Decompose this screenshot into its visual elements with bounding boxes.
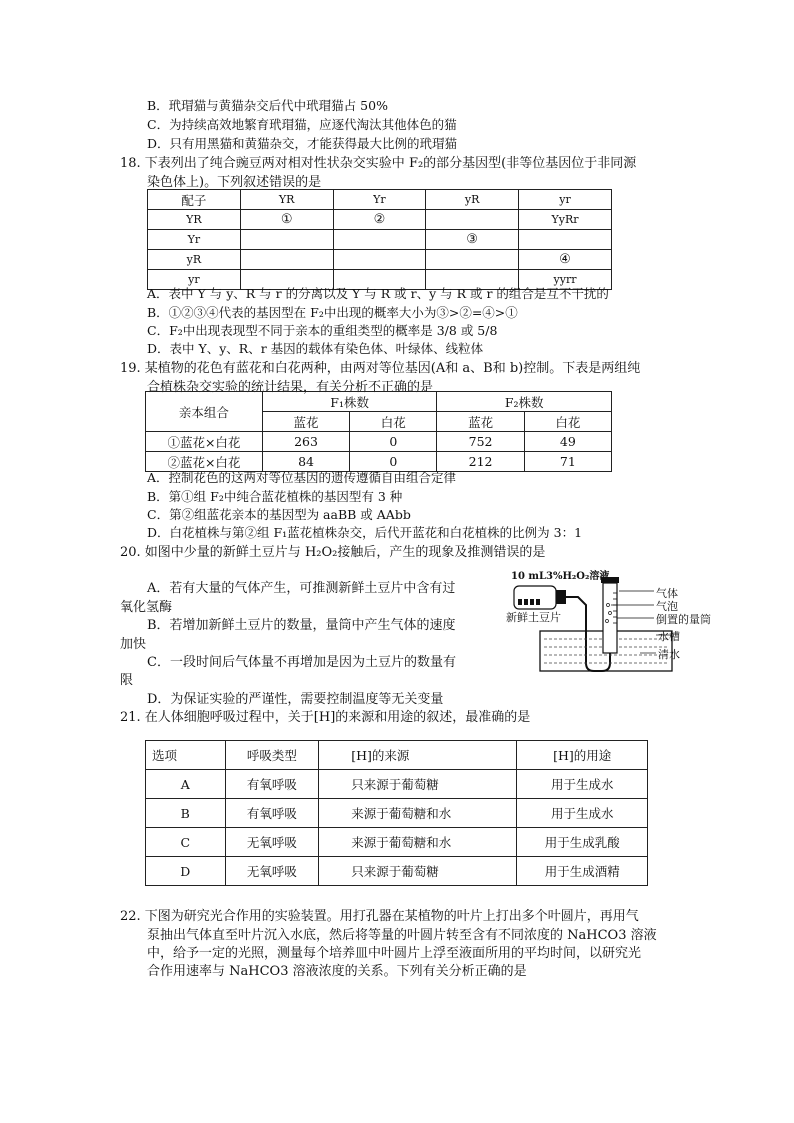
- table-row: [146, 799, 648, 828]
- q20-option-b-line2: 加快: [120, 637, 147, 652]
- fig-label-cylinder: 倒置的量筒: [656, 613, 711, 626]
- table-header-cell: 蓝花: [437, 412, 524, 432]
- table-cell: 只来源于葡萄糖: [319, 770, 517, 799]
- q19-option-d: D．白花植株与第②组 F₁蓝花植株杂交，后代开蓝花和白花植株的比例为 3：1: [147, 525, 583, 540]
- q20-option-a-line1: A．若有大量的气体产生，可推测新鲜土豆片中含有过: [147, 581, 456, 596]
- table-row: [148, 250, 612, 270]
- table-cell: yyrr: [519, 270, 612, 290]
- q18-option-d: D．表中 Y、y、R、r 基因的载体有染色体、叶绿体、线粒体: [147, 341, 484, 356]
- table-header-cell: YR: [240, 190, 333, 210]
- fig-label-solution: 10 mL3%H₂O₂溶液: [511, 571, 610, 582]
- table-cell: 用于生成水: [517, 799, 648, 828]
- q20-option-c-line2: 限: [120, 673, 134, 688]
- q20-stem: 20. 如图中少量的新鲜土豆片与 H₂O₂接触后，产生的现象及推测错误的是: [120, 545, 546, 560]
- table-cell: 有氧呼吸: [225, 770, 319, 799]
- q19-option-c: C．第②组蓝花亲本的基因型为 aaBB 或 AAbb: [147, 507, 411, 522]
- table-cell: [240, 250, 333, 270]
- table-cell: 来源于葡萄糖和水: [319, 799, 517, 828]
- q20-option-b-line1: B．若增加新鲜土豆片的数量，量筒中产生气体的速度: [147, 618, 456, 633]
- q17-option-b: B．玳瑁猫与黄猫杂交后代中玳瑁猫占 50%: [147, 98, 388, 113]
- table-header-cell: 亲本组合: [146, 392, 263, 432]
- table-cell: [333, 230, 426, 250]
- table-header-cell: Yr: [333, 190, 426, 210]
- table-cell: 有氧呼吸: [225, 799, 319, 828]
- flask-icon: [514, 586, 556, 609]
- table-cell: 49: [524, 432, 611, 452]
- q17-option-d: D．只有用黑猫和黄猫杂交，才能获得最大比例的玳瑁猫: [147, 136, 458, 151]
- q18-option-b: B．①②③④代表的基因型在 F₂中出现的概率大小为③>②=④>①: [147, 305, 518, 320]
- fig-label-gas: 气体: [656, 587, 678, 600]
- table-cell: D: [146, 857, 226, 886]
- table-cell: YR: [148, 210, 241, 230]
- fig-label-bubble: 气泡: [656, 600, 678, 613]
- table-row: [146, 432, 612, 452]
- table-header-cell: yR: [426, 190, 519, 210]
- q19-option-a: A．控制花色的这两对等位基因的遗传遵循自由组合定律: [147, 470, 457, 485]
- table-row: [148, 210, 612, 230]
- q18-stem-line2: 染色体上)。下列叙述错误的是: [147, 175, 322, 190]
- table-cell: yr: [148, 270, 241, 290]
- table-cell: 0: [350, 432, 437, 452]
- table-cell: 71: [524, 452, 611, 472]
- q21-stem: 21. 在人体细胞呼吸过程中，关于[H]的来源和用途的叙述，最准确的是: [120, 710, 531, 725]
- table-cell: 212: [437, 452, 524, 472]
- table-cell: ③: [426, 230, 519, 250]
- table-header-cell: 白花: [524, 412, 611, 432]
- table-row: [146, 857, 648, 886]
- table-header-cell: 蓝花: [262, 412, 349, 432]
- q20-option-c-line1: C．一段时间后气体量不再增加是因为土豆片的数量有: [147, 655, 456, 670]
- table-header-cell: F₁株数: [262, 392, 437, 412]
- q20-option-a-line2: 氧化氢酶: [120, 600, 173, 615]
- table-cell: 用于生成水: [517, 770, 648, 799]
- table-cell: 0: [350, 452, 437, 472]
- table-cell: YyRr: [519, 210, 612, 230]
- table-cell: [426, 210, 519, 230]
- table-cell: 84: [262, 452, 349, 472]
- q17-option-c: C．为持续高效地繁育玳瑁猫，应逐代淘汰其他体色的猫: [147, 117, 457, 132]
- q20-option-d: D．为保证实验的严谨性，需要控制温度等无关变量: [147, 692, 444, 707]
- table-cell: yR: [148, 250, 241, 270]
- table-header-cell: yr: [519, 190, 612, 210]
- table-cell: B: [146, 799, 226, 828]
- table-cell: 用于生成酒精: [517, 857, 648, 886]
- q22-line2: 泵抽出气体直至叶片沉入水底，然后将等量的叶圆片转至含有不同浓度的 NaHCO3 溶液: [147, 928, 657, 943]
- table-cell: ④: [519, 250, 612, 270]
- table-header-row: [146, 392, 612, 412]
- table-cell: ①: [240, 210, 333, 230]
- table-cell: [519, 230, 612, 250]
- table-cell: 用于生成乳酸: [517, 828, 648, 857]
- q19-stem-line1: 19. 某植物的花色有蓝花和白花两种，由两对等位基因(A和 a、B和 b)控制。下表是两组纯: [120, 361, 641, 376]
- table-header-cell: 配子: [148, 190, 241, 210]
- q22-line1: 22. 下图为研究光合作用的实验装置。用打孔器在某植物的叶片上打出多个叶圆片，再用气: [120, 909, 639, 924]
- table-cell: [426, 250, 519, 270]
- graduated-cylinder-icon: [603, 583, 617, 653]
- table-cell: [333, 250, 426, 270]
- table-cell: A: [146, 770, 226, 799]
- table-header-cell: 白花: [350, 412, 437, 432]
- table-cell: Yr: [148, 230, 241, 250]
- table-header-cell: [H]的用途: [517, 741, 648, 770]
- table-cell: 无氧呼吸: [225, 828, 319, 857]
- table-header-cell: F₂株数: [437, 392, 612, 412]
- table-header-cell: [H]的来源: [319, 741, 517, 770]
- q22-line4: 合作用速率与 NaHCO3 溶液浓度的关系。下列有关分析正确的是: [147, 964, 527, 979]
- fig-label-water: 清水: [658, 648, 680, 661]
- table-cell: 来源于葡萄糖和水: [319, 828, 517, 857]
- table-cell: 只来源于葡萄糖: [319, 857, 517, 886]
- table-row: [146, 770, 648, 799]
- table-header-row: [148, 190, 612, 210]
- table-cell: ②: [333, 210, 426, 230]
- q18-gamete-table: [147, 189, 612, 290]
- q18-stem-line1: 18. 下表列出了纯合豌豆两对相对性状杂交实验中 F₂的部分基因型(非等位基因位于非同源: [120, 156, 637, 171]
- table-row: [146, 828, 648, 857]
- table-header-cell: 选项: [146, 741, 226, 770]
- q19-option-b: B．第①组 F₂中纯合蓝花植株的基因型有 3 种: [147, 489, 403, 504]
- table-header-cell: 呼吸类型: [225, 741, 319, 770]
- table-header-row: [146, 741, 648, 770]
- table-cell: 263: [262, 432, 349, 452]
- stopper-icon: [556, 590, 566, 604]
- table-row: [148, 230, 612, 250]
- table-cell: 无氧呼吸: [225, 857, 319, 886]
- q19-cross-table: [145, 391, 612, 472]
- q21-respiration-table: [145, 740, 648, 886]
- table-cell: 752: [437, 432, 524, 452]
- fig-label-trough: 水槽: [658, 630, 680, 643]
- q18-option-a: A．表中 Y 与 y、R 与 r 的分离以及 Y 与 R 或 r、y 与 R 或 r 的组合是互不干扰的: [147, 286, 609, 301]
- table-cell: [240, 230, 333, 250]
- q22-line3: 中，给予一定的光照，测量每个培养皿中叶圆片上浮至液面所用的平均时间，以研究光: [147, 946, 642, 961]
- q18-option-c: C．F₂中出现表现型不同于亲本的重组类型的概率是 3/8 或 5/8: [147, 323, 498, 338]
- table-cell: C: [146, 828, 226, 857]
- q19-stem-line2: 合植株杂交实验的统计结果，有关分析不正确的是: [147, 380, 434, 395]
- fig-label-potato: 新鲜土豆片: [506, 611, 561, 624]
- table-cell: ①蓝花×白花: [146, 432, 263, 452]
- table-cell: ②蓝花×白花: [146, 452, 263, 472]
